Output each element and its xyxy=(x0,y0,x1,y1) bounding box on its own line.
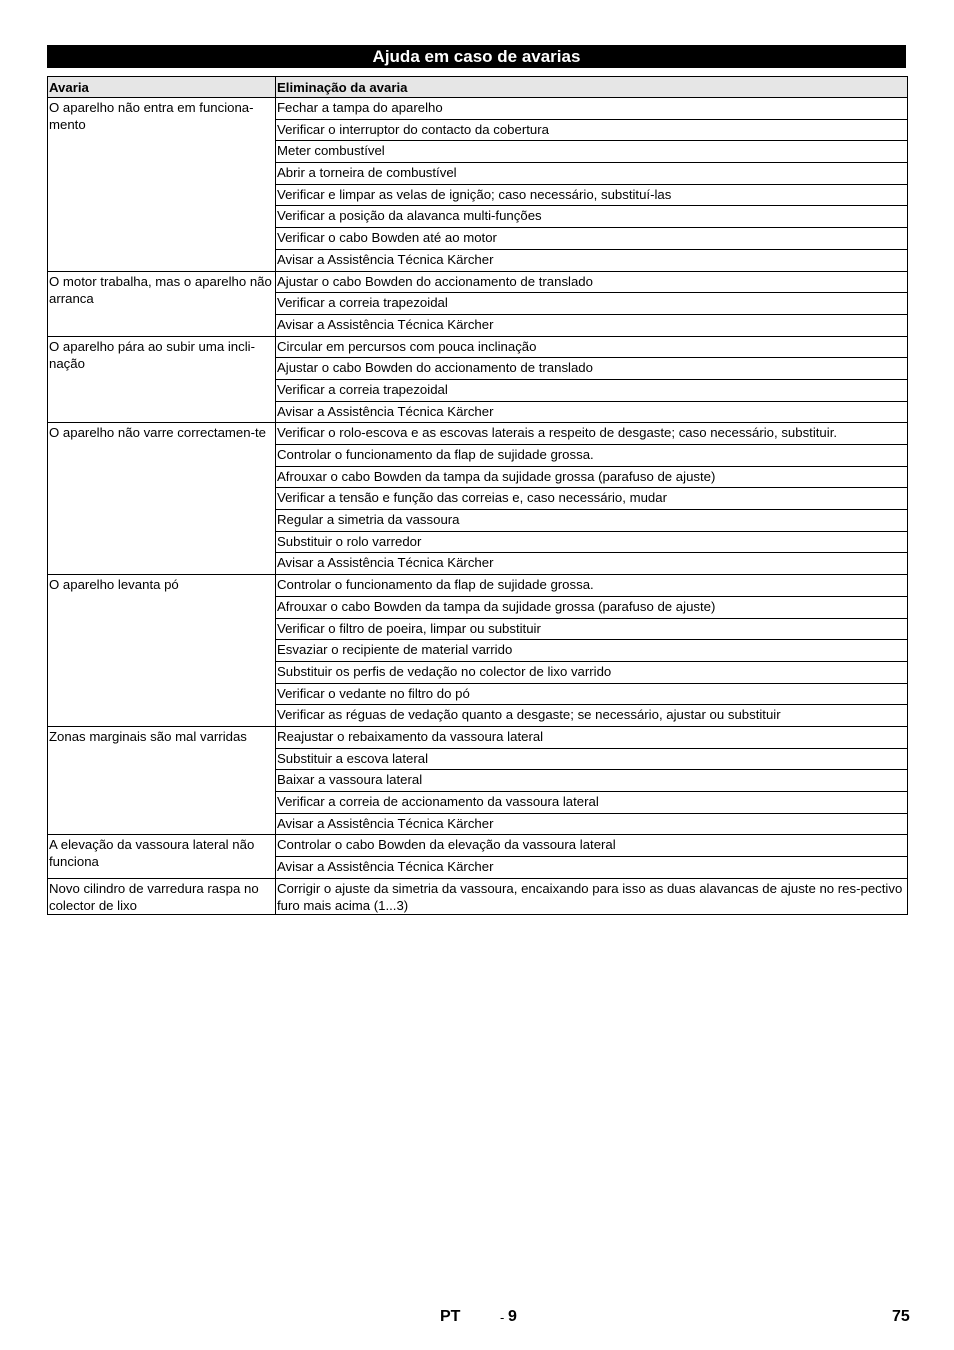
fault-cell: O aparelho pára ao subir uma incli-nação xyxy=(48,336,276,423)
table-row xyxy=(48,835,908,857)
remedy-cell: Avisar a Assistência Técnica Kärcher xyxy=(276,857,908,879)
remedy-cell: Substituir o rolo varredor xyxy=(276,531,908,553)
remedy-cell: Verificar a tensão e função das correias e, caso necessário, mudar xyxy=(276,488,908,510)
fault-cell: O aparelho não entra em funciona-mento xyxy=(48,98,276,272)
table-row xyxy=(48,336,908,358)
table-row xyxy=(48,878,908,914)
remedy-cell: Controlar o cabo Bowden da elevação da vassoura lateral xyxy=(276,835,908,857)
remedy-cell: Circular em percursos com pouca inclinação xyxy=(276,336,908,358)
remedy-cell: Fechar a tampa do aparelho xyxy=(276,98,908,120)
remedy-cell: Corrigir o ajuste da simetria da vassoura, encaixando para isso as duas alavancas de ajuste no res-pectivo furo mais acima (1...3) xyxy=(276,878,908,914)
table-row xyxy=(48,98,908,120)
remedy-cell: Controlar o funcionamento da flap de sujidade grossa. xyxy=(276,575,908,597)
fault-cell: O motor trabalha, mas o aparelho não arranca xyxy=(48,271,276,336)
remedy-cell: Verificar o interruptor do contacto da cobertura xyxy=(276,119,908,141)
remedy-cell: Afrouxar o cabo Bowden da tampa da sujidade grossa (parafuso de ajuste) xyxy=(276,596,908,618)
fault-table xyxy=(47,76,908,915)
section-title: Ajuda em caso de avarias xyxy=(47,45,906,68)
footer-language: PT xyxy=(440,1308,461,1325)
table-row xyxy=(48,575,908,597)
remedy-cell: Verificar a correia de accionamento da vassoura lateral xyxy=(276,792,908,814)
remedy-cell: Verificar o rolo-escova e as escovas laterais a respeito de desgaste; caso necessário, substituir. xyxy=(276,423,908,445)
remedy-cell: Abrir a torneira de combustível xyxy=(276,163,908,185)
fault-cell: O aparelho não varre correctamen-te xyxy=(48,423,276,575)
remedy-cell: Reajustar o rebaixamento da vassoura lateral xyxy=(276,726,908,748)
remedy-cell: Verificar a correia trapezoidal xyxy=(276,379,908,401)
remedy-cell: Substituir a escova lateral xyxy=(276,748,908,770)
remedy-cell: Ajustar o cabo Bowden do accionamento de translado xyxy=(276,358,908,380)
remedy-cell: Avisar a Assistência Técnica Kärcher xyxy=(276,813,908,835)
remedy-cell: Controlar o funcionamento da flap de sujidade grossa. xyxy=(276,445,908,467)
remedy-cell: Substituir os perfis de vedação no colector de lixo varrido xyxy=(276,661,908,683)
table-body xyxy=(48,98,908,915)
remedy-cell: Meter combustível xyxy=(276,141,908,163)
remedy-cell: Esvaziar o recipiente de material varrido xyxy=(276,640,908,662)
remedy-cell: Regular a simetria da vassoura xyxy=(276,510,908,532)
remedy-cell: Verificar as réguas de vedação quanto a desgaste; se necessário, ajustar ou substituir xyxy=(276,705,908,727)
fault-cell: A elevação da vassoura lateral não funciona xyxy=(48,835,276,878)
remedy-cell: Avisar a Assistência Técnica Kärcher xyxy=(276,249,908,271)
remedy-cell: Verificar o filtro de poeira, limpar ou substituir xyxy=(276,618,908,640)
remedy-cell: Verificar e limpar as velas de ignição; caso necessário, substituí-las xyxy=(276,184,908,206)
table-row xyxy=(48,726,908,748)
remedy-cell: Avisar a Assistência Técnica Kärcher xyxy=(276,401,908,423)
remedy-cell: Verificar o cabo Bowden até ao motor xyxy=(276,228,908,250)
fault-cell: O aparelho levanta pó xyxy=(48,575,276,727)
table-row xyxy=(48,423,908,445)
header-fault: Avaria xyxy=(48,77,276,98)
remedy-cell: Verificar a posição da alavanca multi-funções xyxy=(276,206,908,228)
remedy-cell: Ajustar o cabo Bowden do accionamento de translado xyxy=(276,271,908,293)
footer-section-page: 9 xyxy=(508,1308,517,1325)
remedy-cell: Afrouxar o cabo Bowden da tampa da sujidade grossa (parafuso de ajuste) xyxy=(276,466,908,488)
table-header-row xyxy=(48,77,908,98)
footer-page-number: 75 xyxy=(892,1308,910,1325)
remedy-cell: Verificar a correia trapezoidal xyxy=(276,293,908,315)
header-remedy: Eliminação da avaria xyxy=(276,77,908,98)
fault-cell: Zonas marginais são mal varridas xyxy=(48,726,276,834)
remedy-cell: Baixar a vassoura lateral xyxy=(276,770,908,792)
remedy-cell: Avisar a Assistência Técnica Kärcher xyxy=(276,553,908,575)
table-row xyxy=(48,271,908,293)
remedy-cell: Avisar a Assistência Técnica Kärcher xyxy=(276,314,908,336)
remedy-cell: Verificar o vedante no filtro do pó xyxy=(276,683,908,705)
fault-cell: Novo cilindro de varredura raspa no colector de lixo xyxy=(48,878,276,914)
footer-dash: - xyxy=(500,1310,505,1325)
